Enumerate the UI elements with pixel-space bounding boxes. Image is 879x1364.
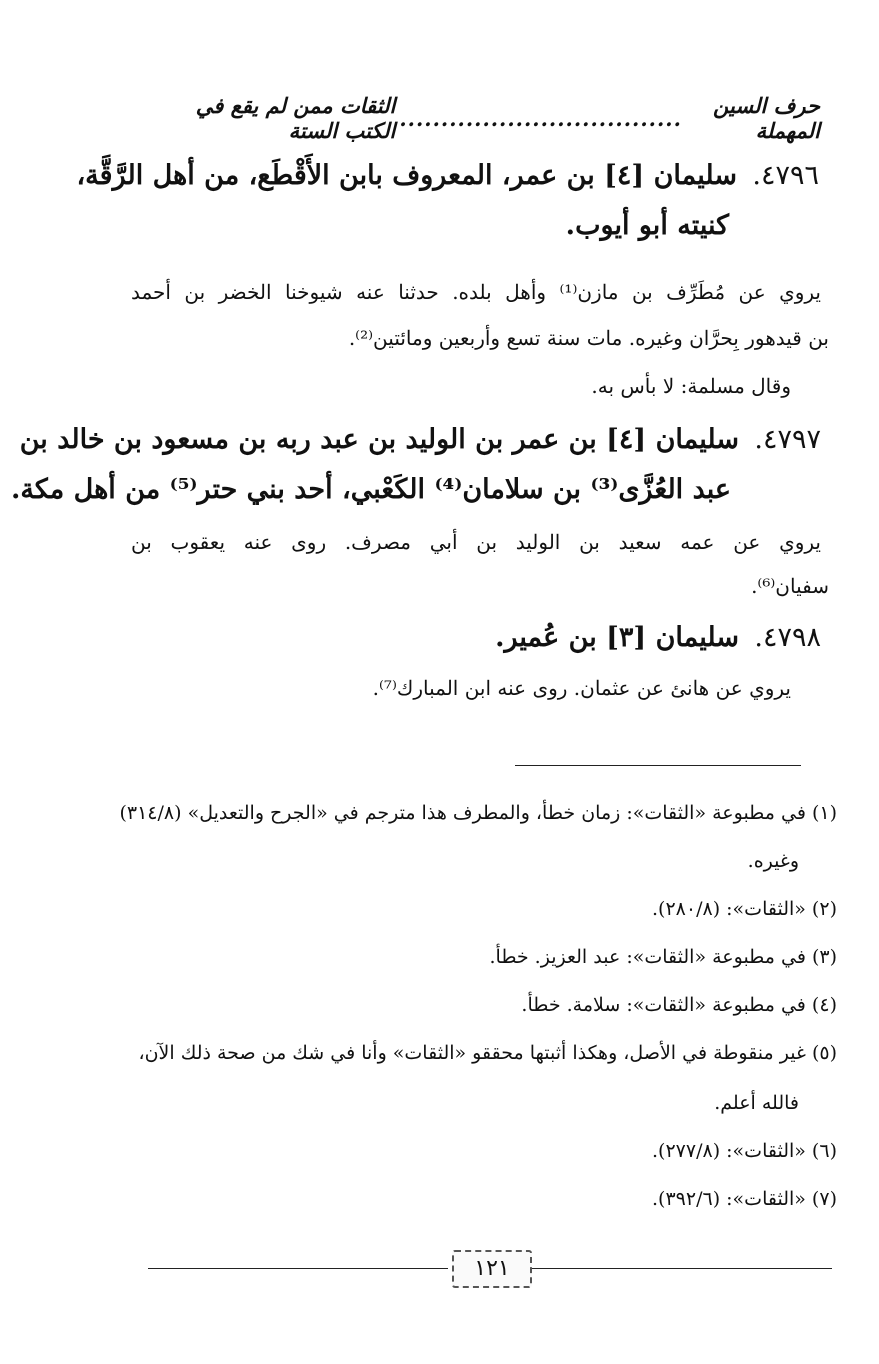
entry-heading-continued: عبد العُزَّى⁽³⁾ بن سلامان⁽⁴⁾ الكَعْبي، أحد بني حتر⁽⁵⁾ من أهل مكة. — [10, 474, 731, 505]
entry-number: ٤٧٩٦. — [752, 160, 819, 191]
footer-rule-right — [532, 1268, 832, 1269]
entry-heading-continued: كنيته أبو أيوب. — [565, 210, 729, 241]
footer-rule-left — [148, 1268, 448, 1269]
footnote-separator — [515, 765, 801, 766]
entry-body-line: وقال مسلمة: لا بأس به. — [591, 374, 791, 398]
header-chapter: حرف السين المهملة — [713, 93, 820, 143]
page-number: ١٢١ — [452, 1250, 532, 1288]
footnote: (٦) «الثقات»: (٢٧٧/٨). — [652, 1140, 837, 1162]
entry-number: ٤٧٩٧. — [754, 424, 821, 455]
entry-body-line: يروي عن مُطَرِّف بن مازن⁽¹⁾ وأهل بلده. حدثنا عنه شيوخنا الخضر بن أحمد — [131, 280, 821, 304]
entry-heading — [19, 424, 821, 455]
entry-body-line: بن قيدهور بِحرَّان وغيره. مات سنة تسع وأربعين ومائتين⁽²⁾. — [348, 326, 829, 350]
footnote: (٢) «الثقات»: (٢٨٠/٨). — [652, 898, 837, 920]
entry-heading-line: سليمان [٣] بن عُمير. — [495, 622, 739, 653]
entry-heading-line: سليمان [٤] بن عمر، المعروف بابن الأَقْطَع، من أهل الرَّقَّة، — [76, 160, 737, 191]
entry-heading — [76, 160, 819, 191]
entry-heading-line: سليمان [٤] بن عمر بن الوليد بن عبد ربه بن مسعود بن خالد بن — [19, 424, 739, 455]
footnote-continued: وغيره. — [747, 850, 799, 872]
entry-body-line: سفيان⁽⁶⁾. — [751, 574, 829, 598]
entry-body-line: يروي عن عمه سعيد بن الوليد بن أبي مصرف. روى عنه يعقوب بن — [131, 530, 821, 554]
entry-number: ٤٧٩٨. — [754, 622, 821, 653]
footnote: (٤) في مطبوعة «الثقات»: سلامة. خطأ. — [521, 994, 837, 1016]
footnote: (٥) غير منقوطة في الأصل، وهكذا أثبتها محققو «الثقات» وأنا في شك من صحة ذلك الآن، — [138, 1042, 837, 1064]
header-book-title: الثقات ممن لم يقع في الكتب الستة — [195, 93, 396, 143]
entry-heading — [495, 622, 821, 653]
footnote: (٣) في مطبوعة «الثقات»: عبد العزيز. خطأ. — [489, 946, 837, 968]
entry-body-line: يروي عن هانئ عن عثمان. روى عنه ابن المبارك⁽⁷⁾. — [372, 676, 791, 700]
running-header — [160, 93, 820, 143]
footnote-continued: فالله أعلم. — [714, 1092, 799, 1114]
footnote: (٧) «الثقات»: (٣٩٢/٦). — [652, 1188, 837, 1210]
header-dots: .................................. — [399, 105, 682, 131]
footnote: (١) في مطبوعة «الثقات»: زمان خطأ، والمطرف هذا مترجم في «الجرح والتعديل» (٣١٤/٨) — [119, 802, 837, 824]
